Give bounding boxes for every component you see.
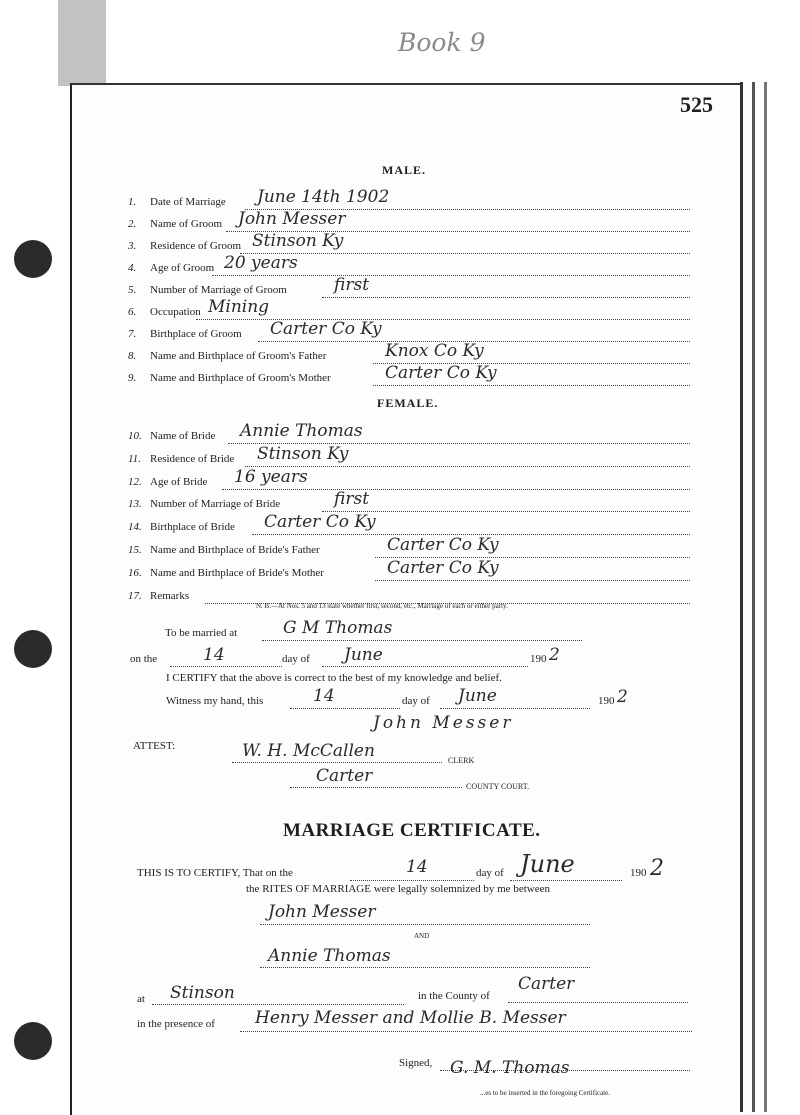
field-label: Name and Birthplace of Bride's Father xyxy=(150,544,320,556)
field-number: 16. xyxy=(128,566,142,579)
field-fill-line xyxy=(322,297,690,298)
field-number: 13. xyxy=(128,498,142,511)
book-label: Book 9 xyxy=(398,28,486,57)
male-field-row xyxy=(128,284,287,296)
field-label: Age of Bride xyxy=(150,475,208,488)
footnote: N. B.—At Nos. 5 and 13 state whether first, second, etc., Marriage of each or either party. xyxy=(256,602,508,610)
field-value: Knox Co Ky xyxy=(385,341,484,361)
male-field-row xyxy=(128,306,201,318)
on-the-year: 2 xyxy=(549,645,560,665)
witness-day-line xyxy=(290,708,400,709)
clerk-name: W. H. McCallen xyxy=(242,741,375,761)
field-number: 12. xyxy=(128,475,142,488)
married-at-value: G M Thomas xyxy=(283,618,393,638)
certificate-witnesses: Henry Messer and Mollie B. Messer xyxy=(255,1008,566,1028)
field-label: Name and Birthplace of Groom's Mother xyxy=(150,372,331,384)
field-fill-line xyxy=(373,385,690,386)
day-of-label: day of xyxy=(282,653,310,665)
male-field-row xyxy=(128,240,241,252)
binder-hole xyxy=(14,630,52,668)
field-value: Carter Co Ky xyxy=(270,319,382,339)
field-value: 20 years xyxy=(224,253,298,273)
at-label: at xyxy=(137,993,145,1005)
field-number: 6. xyxy=(128,306,137,318)
certificate-line1: THIS IS TO CERTIFY, That on the xyxy=(137,867,293,879)
field-label: Name and Birthplace of Bride's Mother xyxy=(150,566,324,579)
field-value: first xyxy=(334,489,370,510)
field-fill-line xyxy=(322,511,690,512)
witness-day: 14 xyxy=(313,686,335,706)
witness-month: June xyxy=(458,686,497,706)
married-at-line xyxy=(262,640,582,641)
county-court-label: COUNTY COURT. xyxy=(466,782,530,791)
married-at-label: To be married at xyxy=(165,627,238,639)
field-label: Residence of Bride xyxy=(150,452,235,465)
field-fill-line xyxy=(222,489,690,490)
place-line xyxy=(152,1004,404,1005)
female-field-row xyxy=(128,453,234,465)
field-value: Carter Co Ky xyxy=(385,363,497,383)
field-number: 5. xyxy=(128,284,137,296)
binder-hole xyxy=(14,1022,52,1060)
certificate-place: Stinson xyxy=(170,983,235,1003)
certificate-bride: Annie Thomas xyxy=(268,946,391,966)
female-field-row xyxy=(128,544,320,556)
certify-line: I CERTIFY that the above is correct to the best of my knowledge and belief. xyxy=(166,672,502,684)
field-number: 9. xyxy=(128,372,137,384)
male-field-row xyxy=(128,372,331,384)
presence-label: in the presence of xyxy=(137,1018,215,1030)
male-heading: MALE. xyxy=(382,163,426,177)
certificate-officiant: G. M. Thomas xyxy=(450,1058,570,1078)
month-line xyxy=(322,666,528,667)
field-value: Stinson Ky xyxy=(252,231,344,251)
certificate-month: June xyxy=(520,850,575,878)
page-edge xyxy=(752,82,755,1112)
witness-year: 2 xyxy=(617,687,628,707)
cert-county-line xyxy=(508,1002,688,1003)
page-edge xyxy=(740,82,743,1112)
field-value: 16 years xyxy=(234,466,308,487)
field-label: Number of Marriage of Groom xyxy=(150,284,287,296)
field-number: 1. xyxy=(128,196,137,208)
field-number: 4. xyxy=(128,262,137,274)
field-fill-line xyxy=(240,253,690,254)
attest-county: Carter xyxy=(316,766,373,786)
certificate-day: 14 xyxy=(406,857,428,877)
presence-line xyxy=(240,1031,692,1032)
field-label: Date of Marriage xyxy=(150,196,226,208)
witness-year-prefix: 190 xyxy=(598,695,615,707)
binder-hole xyxy=(14,240,52,278)
field-fill-line xyxy=(375,580,690,581)
witness-day-of: day of xyxy=(402,695,430,707)
field-label: Residence of Groom xyxy=(150,240,242,252)
field-number: 15. xyxy=(128,544,142,556)
page-number: 525 xyxy=(680,92,713,117)
field-value: Carter Co Ky xyxy=(387,535,499,555)
field-value: Annie Thomas xyxy=(240,421,363,441)
field-label: Birthplace of Bride xyxy=(150,521,235,534)
field-label: Occupation xyxy=(150,306,201,318)
male-field-row xyxy=(128,328,242,340)
county-label: in the County of xyxy=(418,990,490,1002)
page-edge xyxy=(764,82,767,1112)
day-line xyxy=(170,666,282,667)
field-fill-line xyxy=(212,275,690,276)
field-value: Mining xyxy=(208,297,270,317)
on-the-day: 14 xyxy=(203,645,225,665)
signed-label: Signed, xyxy=(399,1057,433,1069)
female-heading: FEMALE. xyxy=(377,396,439,410)
female-field-row xyxy=(128,521,235,533)
field-label: Name and Birthplace of Groom's Father xyxy=(150,350,327,362)
certificate-and: AND xyxy=(414,932,430,940)
field-number: 3. xyxy=(128,240,137,252)
male-field-row xyxy=(128,196,226,208)
male-field-row xyxy=(128,262,214,274)
year-prefix: 190 xyxy=(530,653,547,665)
male-field-row xyxy=(128,350,326,362)
attest-label: ATTEST: xyxy=(133,740,176,752)
certificate-groom: John Messer xyxy=(268,902,376,922)
certificate-day-of: day of xyxy=(476,867,504,879)
witness-signature: John Messer xyxy=(373,713,514,733)
field-label: Number of Marriage of Bride xyxy=(150,498,281,511)
female-field-row xyxy=(128,498,280,510)
field-label: Remarks xyxy=(150,589,190,602)
field-value: June 14th 1902 xyxy=(257,187,390,207)
on-the-month: June xyxy=(344,645,383,665)
female-field-row xyxy=(128,476,207,488)
certificate-line2: the RITES OF MARRIAGE were legally solemnized by me between xyxy=(246,883,550,895)
female-field-row xyxy=(128,430,215,442)
clerk-line xyxy=(232,762,442,763)
field-value: John Messer xyxy=(238,209,346,229)
field-value: first xyxy=(334,275,370,295)
male-field-row xyxy=(128,218,222,230)
field-number: 17. xyxy=(128,589,142,602)
field-number: 10. xyxy=(128,430,142,442)
certificate-year-prefix: 190 xyxy=(630,867,647,879)
field-value: Carter Co Ky xyxy=(387,557,499,578)
clerk-label: CLERK xyxy=(448,756,475,765)
field-fill-line xyxy=(245,466,690,467)
field-number: 14. xyxy=(128,521,142,534)
county-line xyxy=(290,787,462,788)
certificate-year: 2 xyxy=(650,856,664,881)
field-number: 8. xyxy=(128,350,137,362)
female-field-row xyxy=(128,590,189,602)
bride-line xyxy=(260,967,590,968)
bottom-note: ...es to be inserted in the foregoing Certificate. xyxy=(480,1089,611,1097)
binder-tab xyxy=(58,0,106,86)
witness-label: Witness my hand, this xyxy=(166,695,264,707)
field-value: Stinson Ky xyxy=(257,443,349,464)
field-label: Name of Groom xyxy=(150,218,223,230)
field-number: 7. xyxy=(128,328,137,340)
field-number: 11. xyxy=(128,452,141,465)
cert-month-line xyxy=(510,880,622,881)
field-label: Name of Bride xyxy=(150,430,216,442)
field-number: 2. xyxy=(128,218,137,230)
field-value: Carter Co Ky xyxy=(264,512,376,533)
certificate-county: Carter xyxy=(518,974,575,994)
female-field-row xyxy=(128,567,324,579)
field-label: Age of Groom xyxy=(150,262,215,274)
on-the-label: on the xyxy=(130,653,158,665)
groom-line xyxy=(260,924,590,925)
witness-month-line xyxy=(440,708,590,709)
cert-day-line xyxy=(350,880,474,881)
certificate-title: MARRIAGE CERTIFICATE. xyxy=(283,820,541,841)
field-label: Birthplace of Groom xyxy=(150,328,242,340)
